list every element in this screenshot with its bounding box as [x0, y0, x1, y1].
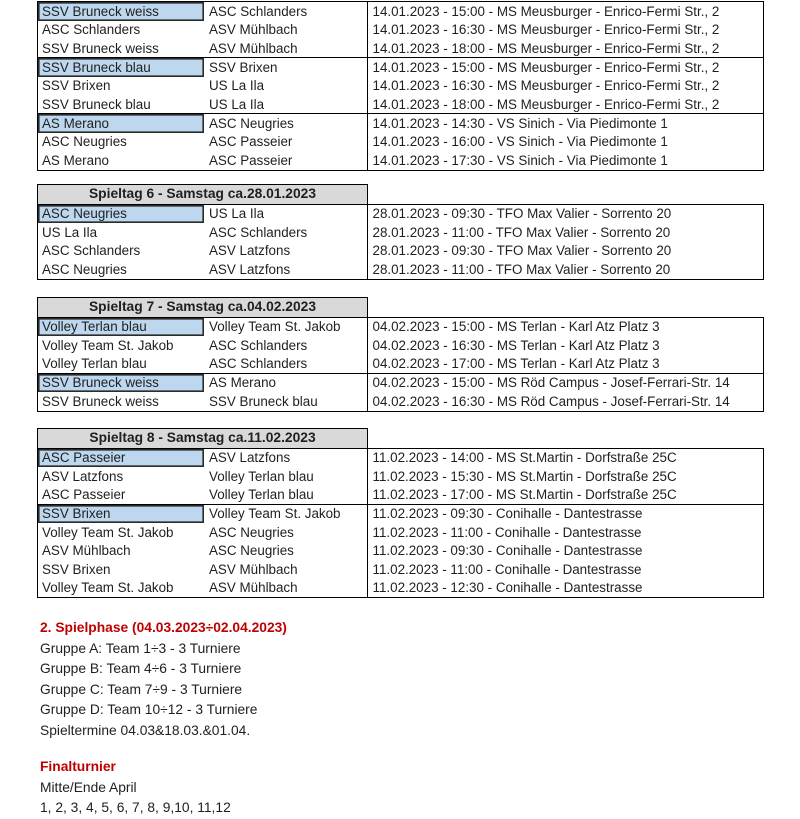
- home-team-cell: SSV Bruneck weiss: [38, 2, 204, 21]
- info-column: [367, 373, 764, 412]
- home-team-cell: ASC Passeier: [38, 449, 204, 468]
- home-team-cell: Volley Terlan blau: [42, 356, 147, 372]
- away-team-cell: ASC Passeier: [209, 134, 293, 150]
- away-team-cell: ASC Schlanders: [209, 3, 308, 19]
- match-info-row: [368, 505, 763, 524]
- home-team-cell: Volley Team St. Jakob: [42, 580, 174, 596]
- match-info-row: [368, 205, 763, 224]
- teams-column: [37, 204, 368, 280]
- away-team-cell: ASV Mühlbach: [209, 22, 298, 38]
- match-row: [38, 579, 367, 598]
- matchday-section: [37, 1, 764, 171]
- match-info-cell: 28.01.2023 - 11:00 - TFO Max Valier - Sorrento 20: [372, 261, 671, 277]
- match-info-row: [368, 151, 763, 170]
- match-row: [38, 242, 367, 261]
- away-team-cell: ASC Neugries: [209, 115, 294, 131]
- home-team-cell: SSV Bruneck blau: [42, 96, 151, 112]
- teams-column: [37, 57, 368, 115]
- info-column: [367, 113, 764, 171]
- info-column: [367, 204, 764, 280]
- away-team-cell: Volley Terlan blau: [209, 468, 314, 484]
- match-row: [38, 336, 367, 355]
- match-info-cell: 14.01.2023 - 15:00 - MS Meusburger - Enrico-Fermi Str., 2: [372, 59, 720, 75]
- teams-column: [37, 317, 368, 375]
- away-team-cell: ASC Schlanders: [209, 337, 308, 353]
- home-team-cell: SSV Bruneck blau: [38, 58, 204, 77]
- match-row: [38, 114, 367, 133]
- teams-column: [37, 504, 368, 599]
- match-row: [38, 58, 367, 77]
- home-team-cell: ASV Latzfons: [42, 468, 124, 484]
- match-info-row: [368, 223, 763, 242]
- home-team-cell: US La Ila: [42, 224, 98, 240]
- away-team-cell: US La Ila: [209, 96, 265, 112]
- match-info-row: [368, 77, 763, 96]
- match-info-row: [368, 318, 763, 337]
- match-info-cell: 04.02.2023 - 15:00 - MS Röd Campus - Josef-Ferrari-Str. 14: [372, 375, 730, 391]
- away-team-cell: ASC Passeier: [209, 152, 293, 168]
- match-row: [38, 560, 367, 579]
- match-info-row: [368, 133, 763, 152]
- match-info-cell: 11.02.2023 - 17:00 - MS St.Martin - Dorfstraße 25C: [372, 487, 677, 503]
- matchday-header: Spieltag 6 - Samstag ca.28.01.2023: [37, 184, 368, 206]
- match-info-cell: 11.02.2023 - 11:00 - Conihalle - Dantestrasse: [372, 524, 642, 540]
- match-info-cell: 11.02.2023 - 09:30 - Conihalle - Dantestrasse: [372, 506, 643, 522]
- info-column: [367, 57, 764, 115]
- match-row: [38, 486, 367, 505]
- away-team-cell: Volley Terlan blau: [209, 487, 314, 503]
- home-team-cell: ASC Neugries: [38, 205, 204, 224]
- match-info-cell: 11.02.2023 - 11:00 - Conihalle - Dantestrasse: [372, 561, 642, 577]
- match-info-cell: 14.01.2023 - 16:30 - MS Meusburger - Enrico-Fermi Str., 2: [372, 22, 720, 38]
- info-column: [367, 1, 764, 59]
- match-info-cell: 14.01.2023 - 14:30 - VS Sinich - Via Piedimonte 1: [372, 115, 668, 131]
- phase2-title: 2. Spielphase (04.03.2023÷02.04.2023): [40, 620, 287, 635]
- home-team-cell: SSV Brixen: [42, 78, 111, 94]
- match-info-cell: 14.01.2023 - 16:00 - VS Sinich - Via Piedimonte 1: [372, 134, 668, 150]
- match-info-cell: 14.01.2023 - 18:00 - MS Meusburger - Enrico-Fermi Str., 2: [372, 40, 720, 56]
- away-team-cell: SSV Bruneck blau: [209, 393, 318, 409]
- away-team-cell: Volley Team St. Jakob: [209, 506, 341, 522]
- away-team-cell: SSV Brixen: [209, 59, 278, 75]
- home-team-cell: ASC Schlanders: [42, 22, 141, 38]
- finalturnier-line: 1, 2, 3, 4, 5, 6, 7, 8, 9,10, 11,12: [40, 800, 231, 815]
- match-info-cell: 11.02.2023 - 12:30 - Conihalle - Dantestrasse: [372, 580, 643, 596]
- home-team-cell: ASC Neugries: [42, 261, 127, 277]
- matchday-section: [37, 428, 764, 599]
- away-team-cell: US La Ila: [209, 78, 265, 94]
- match-block: [37, 113, 764, 171]
- away-team-cell: ASC Schlanders: [209, 356, 308, 372]
- matchday-section: [37, 184, 764, 280]
- match-row: [38, 223, 367, 242]
- match-row: [38, 133, 367, 152]
- match-info-row: [368, 486, 763, 505]
- home-team-cell: SSV Bruneck weiss: [42, 393, 159, 409]
- match-block: [37, 317, 764, 375]
- match-info-row: [368, 467, 763, 486]
- matchday-section: [37, 297, 764, 412]
- match-row: [38, 21, 367, 40]
- away-team-cell: Volley Team St. Jakob: [209, 319, 341, 335]
- match-info-row: [368, 2, 763, 21]
- away-team-cell: ASC Neugries: [209, 543, 294, 559]
- phase2-line: Gruppe C: Team 7÷9 - 3 Turniere: [40, 681, 243, 697]
- match-row: [38, 392, 367, 411]
- match-info-cell: 11.02.2023 - 15:30 - MS St.Martin - Dorfstraße 25C: [372, 468, 677, 484]
- phase2-line: Gruppe B: Team 4÷6 - 3 Turniere: [40, 661, 242, 676]
- home-team-cell: SSV Brixen: [38, 505, 204, 524]
- match-info-cell: 28.01.2023 - 09:30 - TFO Max Valier - Sorrento 20: [372, 206, 672, 222]
- match-row: [38, 260, 367, 279]
- teams-column: [37, 373, 368, 412]
- match-info-cell: 11.02.2023 - 09:30 - Conihalle - Dantestrasse: [372, 543, 643, 559]
- match-info-row: [368, 336, 763, 355]
- finalturnier-line: Mitte/Ende April: [40, 779, 137, 795]
- match-row: [38, 2, 367, 21]
- home-team-cell: Volley Team St. Jakob: [42, 337, 174, 353]
- match-row: [38, 467, 367, 486]
- home-team-cell: Volley Terlan blau: [38, 318, 204, 337]
- match-block: [37, 448, 764, 506]
- match-info-row: [368, 374, 763, 393]
- phase2-line: Gruppe A: Team 1÷3 - 3 Turniere: [40, 640, 241, 656]
- spacer: [40, 741, 287, 757]
- home-team-cell: SSV Bruneck weiss: [42, 40, 159, 56]
- match-block: [37, 57, 764, 115]
- match-info-cell: 14.01.2023 - 18:00 - MS Meusburger - Enrico-Fermi Str., 2: [372, 96, 720, 112]
- info-column: [367, 448, 764, 506]
- matchday-header: Spieltag 7 - Samstag ca.04.02.2023: [37, 297, 368, 319]
- phase2-line: Spieltermine 04.03&18.03.&01.04.: [40, 722, 251, 738]
- match-info-row: [368, 21, 763, 40]
- away-team-cell: ASC Neugries: [209, 524, 294, 540]
- match-info-row: [368, 392, 763, 411]
- finalturnier-title: Finalturnier: [40, 759, 116, 774]
- match-info-cell: 11.02.2023 - 14:00 - MS St.Martin - Dorfstraße 25C: [372, 450, 677, 466]
- away-team-cell: ASV Mühlbach: [209, 561, 298, 577]
- match-block: [37, 1, 764, 59]
- matchday-header: Spieltag 8 - Samstag ca.11.02.2023: [37, 428, 368, 450]
- finalturnier-lines: [40, 778, 287, 819]
- match-info-cell: 14.01.2023 - 17:30 - VS Sinich - Via Piedimonte 1: [372, 152, 668, 168]
- match-schedule-table: [37, 1, 764, 598]
- match-info-cell: 04.02.2023 - 16:30 - MS Terlan - Karl Atz Platz 3: [372, 337, 660, 353]
- match-row: [38, 39, 367, 58]
- match-info-row: [368, 260, 763, 279]
- match-block: [37, 204, 764, 280]
- away-team-cell: ASV Latzfons: [209, 243, 291, 259]
- match-info-row: [368, 114, 763, 133]
- footer-notes: [40, 618, 287, 819]
- away-team-cell: ASV Mühlbach: [209, 40, 298, 56]
- match-info-row: [368, 449, 763, 468]
- match-row: [38, 505, 367, 524]
- away-team-cell: ASV Mühlbach: [209, 580, 298, 596]
- match-row: [38, 523, 367, 542]
- home-team-cell: ASC Neugries: [42, 134, 127, 150]
- home-team-cell: SSV Brixen: [42, 561, 111, 577]
- match-row: [38, 151, 367, 170]
- home-team-cell: ASC Schlanders: [42, 243, 141, 259]
- match-info-row: [368, 560, 763, 579]
- home-team-cell: ASC Passeier: [42, 487, 126, 503]
- match-info-row: [368, 579, 763, 598]
- match-block: [37, 504, 764, 599]
- phase2-line: Gruppe D: Team 10÷12 - 3 Turniere: [40, 702, 258, 717]
- away-team-cell: ASC Schlanders: [209, 224, 308, 240]
- match-info-row: [368, 542, 763, 561]
- match-info-cell: 28.01.2023 - 09:30 - TFO Max Valier - Sorrento 20: [372, 243, 672, 259]
- away-team-cell: ASV Latzfons: [209, 261, 291, 277]
- match-info-cell: 04.02.2023 - 17:00 - MS Terlan - Karl Atz Platz 3: [372, 356, 660, 372]
- away-team-cell: ASV Latzfons: [209, 450, 291, 466]
- teams-column: [37, 1, 368, 59]
- match-row: [38, 205, 367, 224]
- info-column: [367, 317, 764, 375]
- info-column: [367, 504, 764, 599]
- match-info-cell: 14.01.2023 - 15:00 - MS Meusburger - Enrico-Fermi Str., 2: [372, 3, 720, 19]
- match-info-cell: 28.01.2023 - 11:00 - TFO Max Valier - Sorrento 20: [372, 224, 671, 240]
- home-team-cell: AS Merano: [38, 114, 204, 133]
- match-info-row: [368, 523, 763, 542]
- match-block: [37, 373, 764, 412]
- match-row: [38, 95, 367, 114]
- home-team-cell: AS Merano: [42, 152, 109, 168]
- match-row: [38, 449, 367, 468]
- teams-column: [37, 448, 368, 506]
- home-team-cell: SSV Bruneck weiss: [38, 374, 204, 393]
- match-info-row: [368, 355, 763, 374]
- match-row: [38, 542, 367, 561]
- home-team-cell: ASV Mühlbach: [42, 543, 131, 559]
- match-info-row: [368, 58, 763, 77]
- away-team-cell: US La Ila: [209, 206, 265, 222]
- match-info-row: [368, 242, 763, 261]
- match-info-cell: 04.02.2023 - 15:00 - MS Terlan - Karl Atz Platz 3: [372, 319, 660, 335]
- home-team-cell: Volley Team St. Jakob: [42, 524, 174, 540]
- match-info-row: [368, 39, 763, 58]
- match-row: [38, 77, 367, 96]
- match-info-cell: 04.02.2023 - 16:30 - MS Röd Campus - Josef-Ferrari-Str. 14: [372, 393, 730, 409]
- match-info-cell: 14.01.2023 - 16:30 - MS Meusburger - Enrico-Fermi Str., 2: [372, 78, 720, 94]
- teams-column: [37, 113, 368, 171]
- away-team-cell: AS Merano: [209, 375, 276, 391]
- match-row: [38, 374, 367, 393]
- phase2-lines: [40, 639, 287, 742]
- match-row: [38, 318, 367, 337]
- match-row: [38, 355, 367, 374]
- match-info-row: [368, 95, 763, 114]
